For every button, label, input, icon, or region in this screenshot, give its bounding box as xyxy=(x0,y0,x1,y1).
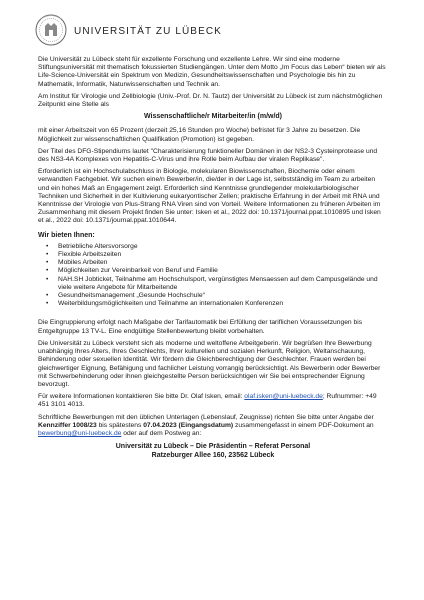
contact-email-link[interactable]: olaf.isken@uni-luebeck.de xyxy=(244,393,323,401)
closing-paragraph-2: Die Universität zu Lübeck versteht sich als moderne und weltoffene Arbeitgeberin. Wir begrüßen Ihre Bewerbung unabhängig Ihres Alters, Ihres Geschlechts, Ihrer kulturellen und sozialen Herkunft, Religion, Weltanschauung, Behinderung oder sexuellen Identität. Wir fördern die Gleichberechtigung der Geschlechter. Frauen werden bei gleichwertiger Eignung, Befähigung und fachlicher Leistung vorrangig berücksichtigt. Als Bewerberin oder Bewerber mit Schwerbehinderung oder ihnen gleichgestellte Person berücksichtigen wir Sie bei entsprechender Eignung bevorzugt. xyxy=(38,339,381,388)
list-item: • Betriebliche Altersvorsorge xyxy=(58,243,388,251)
reference-number: Kennziffer 1008/23 xyxy=(38,421,97,429)
address-line-1: Universität zu Lübeck – Die Präsidentin – Referat Personal xyxy=(115,443,311,451)
details-paragraph-3: Erforderlich ist ein Hochschulabschluss in Biologie, molekularen Biowissenschaften, Biochemie oder einem verwandten Fachgebiet. Wir suchen eine/n Bewerber/in, die/der in der Lage ist, selbstständig im Team zu arbeiten und ein hohes Maß an Engagement zeigt. Erforderlich sind Kenntnisse grundlegender molekularbiologischer Techniken und Sicherheit in der Kultivierung eukaryontischer Zellen; praktische Erfahrung in der Arbeit mit RNA und Kenntnisse der Virologie von Plus-Strang RNA Viren sind von Vorteil. Weitere Informationen zu früheren Arbeiten im Zusammenhang mit diesem Projekt finden Sie unter: Isken et al., 2022 doi: 10.1371/journal.ppat.1010895 und Isken et al., 2022 doi: 10.1371/journal.ppat.1010644. xyxy=(38,168,381,225)
contact-paragraph xyxy=(38,393,388,409)
header xyxy=(34,0,388,56)
offers-heading: Wir bieten Ihnen: xyxy=(38,231,95,239)
contact-text-post: ; Rufnummer: +49 451 3101 4013. xyxy=(38,393,377,409)
university-seal-icon xyxy=(34,9,68,51)
list-item: • Gesundheitsmanagement „Gesunde Hochschule“ xyxy=(58,292,388,300)
list-item: • Flexible Arbeitszeiten xyxy=(58,251,388,259)
postal-address xyxy=(38,443,388,460)
closing-paragraph-1: Die Eingruppierung erfolgt nach Maßgabe der Tarifautomatik bei Erfüllung der tariflichen Voraussetzungen bis Entgeltgruppe 13 TV-L. Eine endgültige Stellenbewertung bleibt vorbehalten. xyxy=(38,319,363,335)
intro-paragraph-1: Die Universität zu Lübeck steht für exzellente Forschung und exzellente Lehre. Wir sind eine moderne Stiftungsuniversität mit thematisch fokussierten Studiengängen. Unter dem Motto „Im Focus das Leben“ bieten wir als Life-Science-Universität ein Spektrum von Medizin, Gesundheitswissenschaften und Psychologie bis hin zu Mathematik, Informatik, Naturwissenschaften und Technik an. xyxy=(38,56,386,88)
application-text-pre: Schriftliche Bewerbungen mit den üblichen Unterlagen (Lebenslauf, Zeugnisse) richten Sie bitte unter Angabe der xyxy=(38,413,374,421)
offers-list xyxy=(38,243,388,309)
details-paragraph-1: mit einer Arbeitszeit von 65 Prozent (derzeit 25,16 Stunden pro Woche) befristet für 3 Jahre zu besetzen. Die Möglichkeit zur wissenschaftlichen Qualifikation (Promotion) ist gegeben. xyxy=(38,127,361,143)
intro-paragraph-2: Am Institut für Virologie und Zellbiologie (Univ.-Prof. Dr. N. Tautz) der Universität zu Lübeck ist zum nächstmöglichen Zeitpunkt eine Stelle als xyxy=(38,92,383,109)
address-line-2: Ratzeburger Allee 160, 23562 Lübeck xyxy=(151,451,275,459)
list-item: • Mobiles Arbeiten xyxy=(58,259,388,267)
application-text-mid: bis spätestens xyxy=(96,421,144,429)
position-title: Wissenschaftliche/r Mitarbeiter/in (m/w/d) xyxy=(143,113,283,121)
posting-body xyxy=(38,56,388,438)
details-paragraph-2: Der Titel des DFG-Stipendiums lautet "Charakterisierung funktioneller Domänen in der NS2-3 Cysteinprotease und des NS3-4A Komplexes von Hepatitis-C-Virus und ihre Rolle beim Aufbau der viralen Replikase". xyxy=(38,147,378,164)
university-name: UNIVERSITÄT ZU LÜBECK xyxy=(74,25,222,37)
deadline-date: 07.04.2023 (Eingangsdatum) xyxy=(143,421,234,429)
application-email-link[interactable]: bewerbung@uni-luebeck.de xyxy=(38,429,122,437)
list-item: • Möglichkeiten zur Vereinbarkeit von Beruf und Familie xyxy=(58,267,388,275)
application-paragraph xyxy=(38,414,388,439)
list-item: • NAH.SH Jobticket, Teilnahme am Hochschulsport, vergünstigtes Mensaessen auf dem Campusgelände und viele weitere Angebote für Mitarbeitende xyxy=(58,276,388,292)
application-text-post: oder auf dem Postweg an: xyxy=(121,429,202,437)
application-text-mid2: zusammengefasst in einem PDF-Dokument an xyxy=(233,421,374,429)
list-item: • Weiterbildungsmöglichkeiten und Teilnahme an internationalen Konferenzen xyxy=(58,300,388,308)
contact-text-pre: Für weitere Informationen kontaktieren Sie bitte Dr. Olaf Isken, email: xyxy=(38,393,245,401)
